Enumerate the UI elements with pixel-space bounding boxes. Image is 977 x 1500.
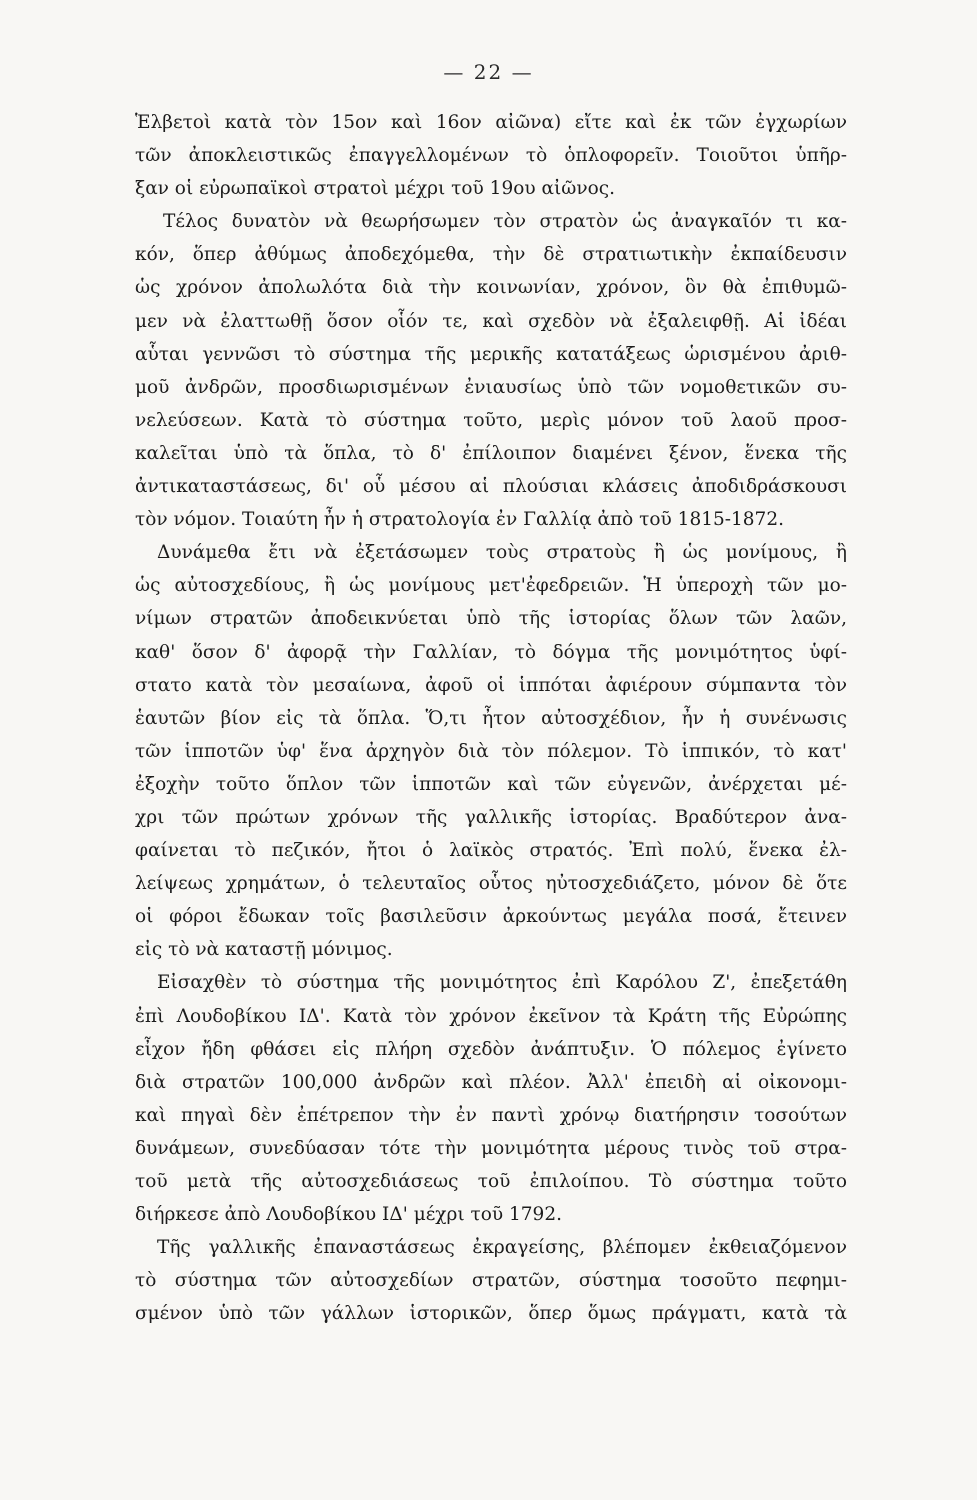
text-line: ἑαυτῶν βίον εἰς τὰ ὅπλα. Ὅ,τι ἦτον αὐτοσχέδιον, ἦν ἡ συνένωσις [135, 707, 847, 729]
text-line: κόν, ὅπερ ἀθύμως ἀποδεχόμεθα, τὴν δὲ στρατιωτικὴν ἐκπαίδευσιν [135, 244, 847, 266]
text-line: ὡς αὐτοσχεδίους, ἢ ὡς μονίμους μετ'ἐφεδρειῶν. Ἡ ὑπεροχὴ τῶν μο- [135, 575, 847, 597]
text-line: αὗται γεννῶσι τὸ σύστημα τῆς μερικῆς κατατάξεως ὡρισμένου ἀριθ- [135, 343, 847, 365]
page-number: — 22 — [443, 60, 534, 84]
text-line: ὡς χρόνον ἀπολωλότα διὰ τὴν κοινωνίαν, χρόνον, ὃν θὰ ἐπιθυμῶ- [135, 277, 847, 299]
text-line: τῶν ἱπποτῶν ὑφ' ἕνα ἀρχηγὸν διὰ τὸν πόλεμον. Τὸ ἱππικόν, τὸ κατ' [135, 740, 847, 762]
text-line: χρι τῶν πρώτων χρόνων τῆς γαλλικῆς ἱστορίας. Βραδύτερον ἀνα- [135, 806, 847, 828]
text-line: σμένον ὑπὸ τῶν γάλλων ἱστορικῶν, ὅπερ ὅμως πράγματι, κατὰ τὰ [135, 1303, 847, 1325]
text-line: λείψεως χρημάτων, ὁ τελευταῖος οὗτος ηὐτοσχεδιάζετο, μόνον δὲ ὅτε [135, 873, 847, 895]
text-line: καὶ πηγαὶ δὲν ἐπέτρεπον τὴν ἐν παντὶ χρόνῳ διατήρησιν τοσούτων [135, 1104, 847, 1126]
text-line: νελεύσεων. Κατὰ τὸ σύστημα τοῦτο, μερὶς μόνον τοῦ λαοῦ προσ- [135, 409, 847, 431]
text-line: τῶν ἀποκλειστικῶς ἐπαγγελλομένων τὸ ὁπλοφορεῖν. Τοιοῦτοι ὑπῆρ- [135, 145, 847, 167]
text-line: τοῦ μετὰ τῆς αὐτοσχεδιάσεως τοῦ ἐπιλοίπου. Τὸ σύστημα τοῦτο [135, 1171, 847, 1192]
text-line: μοῦ ἀνδρῶν, προσδιωρισμένων ἐνιαυσίως ὑπὸ τῶν νομοθετικῶν συ- [135, 376, 847, 398]
text-line: ἀντικαταστάσεως, δι' οὗ μέσου αἱ πλούσιαι κλάσεις ἀποδιδράσκουσι [135, 476, 847, 498]
text-line: καθ' ὅσον δ' ἀφορᾷ τὴν Γαλλίαν, τὸ δόγμα τῆς μονιμότητος ὑφί- [135, 641, 847, 663]
text-line: διὰ στρατῶν 100,000 ἀνδρῶν καὶ πλέον. Ἀλλ' ἐπειδὴ αἱ οἰκονομι- [135, 1071, 847, 1093]
text-line: Τῆς γαλλικῆς ἐπαναστάσεως ἐκραγείσης, βλέπομεν ἐκθειαζόμενον [157, 1237, 847, 1259]
text-line: μεν νὰ ἐλαττωθῇ ὅσον οἷόν τε, καὶ σχεδὸν νὰ ἐξαλειφθῇ. Αἱ ἰδέαι [135, 310, 847, 332]
text-line: οἱ φόροι ἔδωκαν τοῖς βασιλεῦσιν ἀρκούντως μεγάλα ποσά, ἔτεινεν [135, 906, 847, 928]
text-line: τὸν νόμον. Τοιαύτη ἦν ἡ στρατολογία ἐν Γαλλίᾳ ἀπὸ τοῦ 1815-1872. [135, 509, 784, 531]
text-line: στατο κατὰ τὸν μεσαίωνα, ἀφοῦ οἱ ἱππόται ἀφιέρουν σύμπαντα τὸν [135, 674, 847, 696]
text-line: δυνάμεων, συνεδύασαν τότε τὴν μονιμότητα μέρους τινὸς τοῦ στρα- [135, 1137, 847, 1159]
text-line: ξαν οἱ εὐρωπαϊκοὶ στρατοὶ μέχρι τοῦ 19ου αἰῶνος. [135, 178, 615, 200]
body-text [135, 106, 847, 1330]
text-line: νίμων στρατῶν ἀποδεικνύεται ὑπὸ τῆς ἱστορίας ὅλων τῶν λαῶν, [135, 608, 847, 630]
text-line: Ἑλβετοὶ κατὰ τὸν 15ον καὶ 16ον αἰῶνα) εἴτε καὶ ἐκ τῶν ἐγχωρίων [135, 112, 847, 133]
text-line: τὸ σύστημα τῶν αὐτοσχεδίων στρατῶν, σύστημα τοσοῦτο πεφημι- [135, 1270, 847, 1292]
text-line: ἐπὶ Λουδοβίκου ΙΔ'. Κατὰ τὸν χρόνον ἐκεῖνον τὰ Κράτη τῆς Εὐρώπης [135, 1005, 847, 1027]
text-line: εἰς τὸ νὰ καταστῇ μόνιμος. [135, 939, 393, 961]
text-line: ἐξοχὴν τοῦτο ὅπλον τῶν ἱπποτῶν καὶ τῶν εὐγενῶν, ἀνέρχεται μέ- [135, 773, 847, 795]
text-line: φαίνεται τὸ πεζικόν, ἤτοι ὁ λαϊκὸς στρατός. Ἐπὶ πολύ, ἕνεκα ἐλ- [135, 840, 847, 862]
text-line: εἶχον ἤδη φθάσει εἰς πλήρη σχεδὸν ἀνάπτυξιν. Ὁ πόλεμος ἐγίνετο [135, 1038, 847, 1060]
text-line: Δυνάμεθα ἔτι νὰ ἐξετάσωμεν τοὺς στρατοὺς ἢ ὡς μονίμους, ἢ [157, 542, 847, 564]
text-line: Τέλος δυνατὸν νὰ θεωρήσωμεν τὸν στρατὸν ὡς ἀναγκαῖόν τι κα- [163, 211, 847, 233]
text-line: καλεῖται ὑπὸ τὰ ὅπλα, τὸ δ' ἐπίλοιπον διαμένει ξένον, ἕνεκα τῆς [135, 442, 847, 464]
text-line: Εἰσαχθὲν τὸ σύστημα τῆς μονιμότητος ἐπὶ Καρόλου Ζ', ἐπεξετάθη [157, 972, 847, 994]
text-line: διήρκεσε ἀπὸ Λουδοβίκου ΙΔ' μέχρι τοῦ 1792. [135, 1204, 562, 1226]
